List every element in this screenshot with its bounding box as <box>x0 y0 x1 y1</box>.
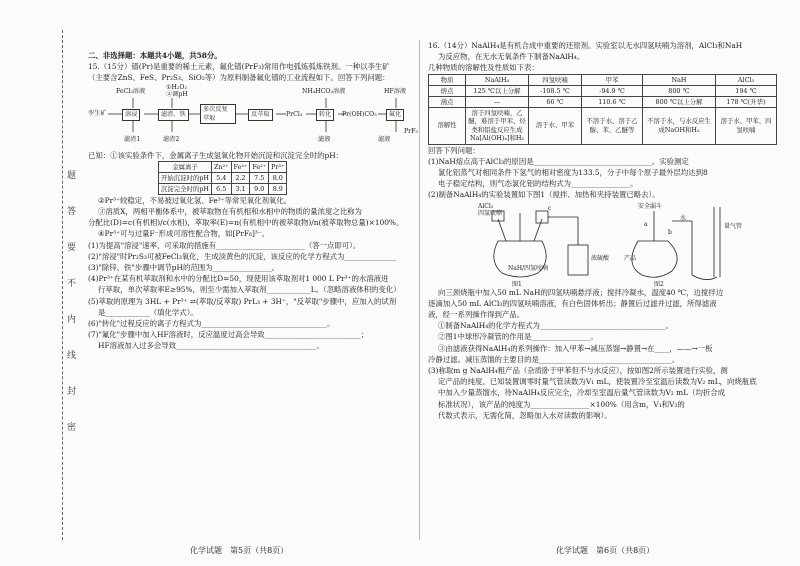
margin-label: 线 <box>67 351 77 361</box>
table-cell: 熔点 <box>429 85 466 96</box>
table-cell: 125 ℃以上分解 <box>466 85 529 96</box>
question-line: 向三颈烧瓶中加入50 mL NaH的四氢呋喃悬浮液；搅拌冷凝水，温度40 ℃，边搅拌边 <box>438 287 724 297</box>
table-cell: 溶于四氢呋喃、乙醚，难溶于甲苯、烃类和铝盐反应生成Na[Al(OH)₄]和H₂ <box>466 107 529 144</box>
table-cell: 8.0 <box>269 172 287 183</box>
table-row <box>429 107 777 144</box>
table-row <box>159 183 287 194</box>
table-cell: 800 ℃ <box>643 85 716 96</box>
label-tube: 量气管 <box>724 222 743 230</box>
flow-reagent: HF溶液 <box>384 87 407 95</box>
label-water: 水 <box>680 214 687 222</box>
flow-product: Pr(OH)CO₃ <box>342 110 377 118</box>
table-cell: 溶于水、甲苯、四氢呋喃 <box>716 107 777 144</box>
margin-label: 题 <box>67 171 77 181</box>
question-line: (6)"转化"过程反应的离子方程式为__________________________________。 <box>88 319 335 329</box>
margin-label: 不 <box>67 279 77 289</box>
known-item: 分配比(D)=c(有机相)/c(水相)，萃取率(E)=n(有机相中的被萃取物)/n(被萃取物总量)×100%。 <box>88 218 404 228</box>
question-line: 行萃取，单次萃取率E≥95%，则至少需加入萃取剂____________L。（忽略溶液体积的变化） <box>98 285 401 295</box>
table-row <box>159 172 287 183</box>
flow-output: 滤液 <box>318 135 331 143</box>
table-cell: — <box>466 96 529 107</box>
table-header: 甲苯 <box>582 74 643 85</box>
label-alcl3: AlCl₃ <box>478 202 494 210</box>
known-item: ④Pr³⁺可与过量F⁻形成可溶性配合物，如[PrF₆]³⁻。 <box>98 229 270 239</box>
margin-label: 内 <box>67 315 77 325</box>
flow-step: 反萃取 <box>248 109 273 121</box>
table-cell: 开始沉淀时的pH <box>159 172 212 183</box>
question-line: HF溶液加入过多会导致______________________________________。 <box>98 341 324 351</box>
margin-label: 要 <box>67 243 77 253</box>
page-5-column <box>88 50 418 352</box>
margin-label: 答 <box>67 207 77 217</box>
question-line: 定产品的纯度。已知装置调零时量气管读数为V₁ mL，使装置冷至室温后读数为V₂ mL，向烧瓶底 <box>438 377 757 387</box>
label-nah: NaH/四氢呋喃 <box>508 264 549 272</box>
flow-output: 滤渣2 <box>163 135 180 143</box>
table-cell: 110.6 ℃ <box>582 96 643 107</box>
table-header: Fe³⁺ <box>231 161 250 172</box>
table-cell: 沉淀完全时的pH <box>159 183 212 194</box>
table-cell: 溶于水、甲苯 <box>529 107 582 144</box>
q15-stem: 15.（15分）镨(Pr)是重要的稀土元素，氟化镨(PrF₃)常用作电弧炼弧炼铁剂。一种以李生矿 <box>88 62 390 72</box>
question-line: (3)称取m g NaAlH₄粗产品（杂质卧于甲苯但不与水反应），按如图2所示装置进行实验，测 <box>428 366 728 376</box>
question-line: ①制备NaAlH₄的化学方程式为__________________________________。 <box>438 321 673 331</box>
table-cell: 溶解性 <box>429 107 466 144</box>
table-header-row <box>429 74 777 85</box>
figure-caption: 图1 <box>512 280 522 288</box>
q16-stem: 16.（14分）NaAlH₄是有机合成中重要的还原剂。实验室以无水四氢呋喃为溶剂，AlCl₃和NaH <box>428 41 743 50</box>
question-line: 中加入少量蒸馏水，待NaAlH₄反应完全，冷却至室温后量气管读数为V₂ mL（均折合成 <box>438 388 726 398</box>
table-cell: 178 ℃(升华) <box>716 96 777 107</box>
table-cell: 6.5 <box>212 183 232 194</box>
sealing-margin <box>0 0 78 566</box>
flow-reagent: ①H₂O₂ <box>166 83 187 91</box>
question-line: 冷静过滤。减压蒸馏的主要目的是____________________________________。 <box>428 354 680 364</box>
table-row <box>429 85 777 96</box>
flow-output: 滤液 <box>378 135 391 143</box>
question-line: ②图1中球形冷凝管的作用是________________。 <box>438 332 598 342</box>
table-row <box>429 96 777 107</box>
section-title: 二、非选择题：本题共4小题，共58分。 <box>88 51 222 60</box>
label-product: 产品 <box>624 254 637 262</box>
question-line: (1)为提高"溶浸"速率，可采取的措施有________________________（答一点即可）。 <box>88 240 361 250</box>
question-line: (3)"除锌、铁"步骤中调节pH的范围为________________。 <box>88 263 280 273</box>
flow-raw: 孪生矿 <box>88 109 107 117</box>
label-thf: 四氢呋喃 <box>478 209 503 217</box>
question-line: (7)"氟化"步骤中加入HF溶液时，反应温度过高会导致__________________________； <box>88 330 369 340</box>
process-flow-diagram <box>88 83 418 150</box>
label-valve: 安全漏斗 <box>638 202 663 210</box>
known-intro: 已知：①该实验条件下，金属离子生成氢氧化物开始沉淀和沉淀完全时的pH： <box>88 150 344 160</box>
question-line: (2)制备NaAlH₄的实验装置如下图1（搅拌、加热和夹持装置已略去）。 <box>428 190 660 200</box>
label-a: a <box>644 220 648 228</box>
q16-stem: 为反应物，在无水无氧条件下制备NaAlH₄。 <box>438 52 585 62</box>
page-footer-right: 化学试题 第6页（共8页） <box>556 546 655 555</box>
question-line: (4)Pr³⁺在某有机萃取剂和水中的分配比D=50，现使用该萃取剂对1 000 L Pr³⁺的水溶液进 <box>88 274 389 284</box>
q15-stem: （主要含ZnS、FeS、Pr₂S₃、SiO₂等）为原料制备氟化镨的工业流程如下。回答下列问题： <box>88 73 390 83</box>
flow-step: 氟化 <box>386 109 404 121</box>
question-line: 液，经一系列操作得到产品。 <box>428 310 525 320</box>
q16-stem: 几种物质的溶解性及性质如下表： <box>428 63 539 73</box>
table-cell: 800 ℃以上分解 <box>643 96 716 107</box>
table-cell: -94.9 ℃ <box>582 85 643 96</box>
table-cell: 194 ℃ <box>716 85 777 96</box>
table-header: 物质 <box>429 74 466 85</box>
property-table <box>428 74 777 145</box>
table-header-row <box>159 161 287 172</box>
question-line: ③由滤液获得NaAlH₄的系列操作：加入甲苯→减压蒸馏→静置→在____，——→一板 <box>438 343 713 353</box>
sealing-line <box>62 30 63 540</box>
figure-caption: 图2 <box>654 280 664 288</box>
table-cell: 不溶于水、溶于乙醇、苯、乙醚等 <box>582 107 643 144</box>
label-c: c <box>548 204 552 212</box>
question-line: 是____________（填化学式）。 <box>98 307 198 317</box>
flow-step: 滤渣、铁 <box>158 109 189 121</box>
table-cell: 8.9 <box>269 183 287 194</box>
table-cell: 7.5 <box>250 172 269 183</box>
table-cell: 9.0 <box>250 183 269 194</box>
table-header: NaH <box>643 74 716 85</box>
apparatus-figure <box>428 201 778 287</box>
table-cell: 5.4 <box>212 172 232 183</box>
flow-product: PrF₃ <box>404 127 418 135</box>
margin-label: 封 <box>67 387 77 397</box>
table-header: Pr³⁺ <box>269 161 287 172</box>
question-line: 逐滴加入50 mL AlCl₃的四氢呋喃溶液，有白色固体析出；静置后过滤并过滤，所得滤液 <box>428 298 717 308</box>
question-line: (5)萃取的原理为 3HL + Pr³⁺ ⇌(萃取/反萃取) PrL₃ + 3H⁺，"反萃取"步骤中，应加入的试剂 <box>88 296 397 306</box>
table-cell: 3.1 <box>231 183 250 194</box>
ion-ph-table <box>158 161 287 195</box>
flow-step: 多次反复萃取 <box>200 104 236 124</box>
answer-prompt: 回答下列问题： <box>428 145 480 155</box>
question-line: 代数式表示，无需化简，忽略加入水对读数的影响）。 <box>438 410 612 420</box>
table-cell: 不溶于水，与水反应生成NaOH和H₂ <box>643 107 716 144</box>
table-header: NaAlH₄ <box>466 74 529 85</box>
question-line: 标准状况），该产品的纯度为________________×100%（用含m，V₁和V₂的 <box>438 399 685 409</box>
flow-output: 滤渣1 <box>124 135 141 143</box>
table-cell: -108.5 ℃ <box>529 85 582 96</box>
flow-product: PrCl₃ <box>286 110 303 118</box>
table-header: 四氢呋喃 <box>529 74 582 85</box>
margin-label: 密 <box>67 423 77 433</box>
table-header: AlCl₃ <box>716 74 777 85</box>
flow-reagent: FeCl₃溶液 <box>116 87 146 95</box>
label-trap: 浓硫酸 <box>591 254 610 262</box>
flow-step: 溶浸 <box>122 109 140 121</box>
flow-reagent: ②调pH <box>166 90 188 98</box>
table-header: 金属离子 <box>159 161 212 172</box>
column-divider <box>419 40 420 540</box>
table-cell: 2.2 <box>231 172 250 183</box>
table-cell: 66 ℃ <box>529 96 582 107</box>
flow-reagent: NH₄HCO₃溶液 <box>302 87 346 95</box>
page-6-column <box>428 40 778 421</box>
table-header: Fe²⁺ <box>250 161 269 172</box>
question-line: (2)"溶浸"时Pr₂S₃可被FeCl₃氧化，生成淡黄色的沉淀，该反应的化学方程式为______________ <box>88 251 397 261</box>
label-b: b <box>668 228 672 236</box>
known-item: ②Pr³⁺较稳定，不易被过氧化氢、Fe³⁺等常见氧化剂氧化。 <box>98 195 292 205</box>
table-header: Zn²⁺ <box>212 161 232 172</box>
question-line: 氯化铝蒸气对相同条件下氢气的相对密度为133.5，分子中每个原子最外层均达到8 <box>438 168 708 178</box>
table-cell: 沸点 <box>429 96 466 107</box>
page-footer-left: 化学试题 第5页（共8页） <box>190 546 289 555</box>
known-item: ③溶质X，两相平衡体系中，被萃取物在有机相和水相中的物质的量浓度之比称为 <box>98 207 362 217</box>
question-line: (1)NaH熔点高于AlCl₃的原因是________________________________。实验测定 <box>428 156 689 166</box>
question-line: 电子稳定结构，则气态氯化铝的结构式为________________。 <box>438 179 638 189</box>
flow-step: 转化 <box>316 109 334 121</box>
